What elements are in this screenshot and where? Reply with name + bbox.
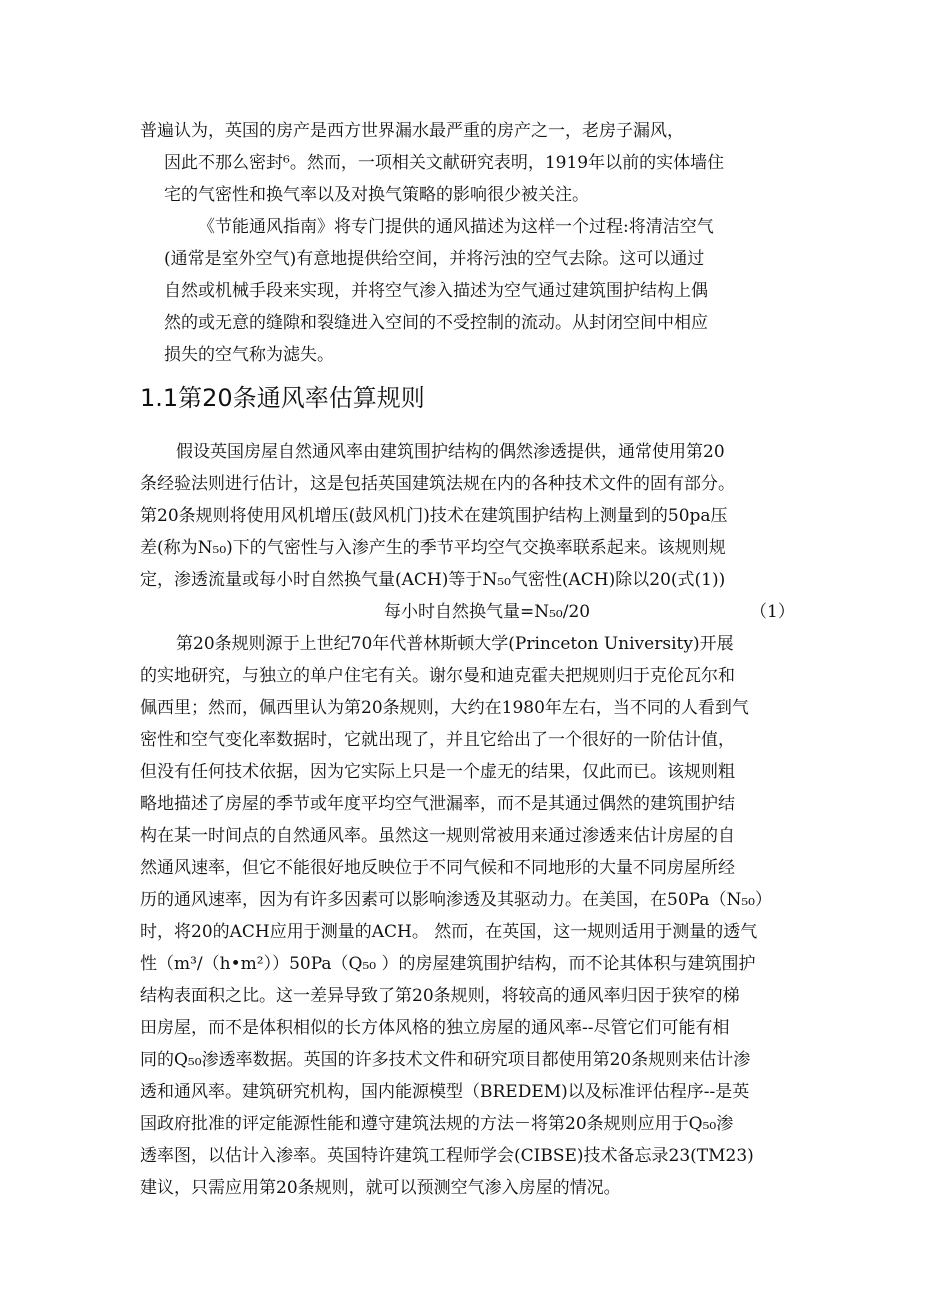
text-line: 构在某一时间点的自然通风率。虽然这一规则常被用来通过渗透来估计房屋的自	[140, 826, 735, 846]
formula-line	[140, 596, 800, 628]
text-line: 自然或机械手段来实现，并将空气渗入描述为空气通过建筑围护结构上偶	[164, 281, 708, 301]
text-line: 定，渗透流量或每小时自然换气量(ACH)等于N₅₀气密性(ACH)除以20(式(1))	[140, 570, 726, 590]
text-line: 结构表面积之比。这一差异导致了第20条规则，将较高的通风率归因于狭窄的梯	[140, 986, 740, 1006]
text-line: 国政府批准的评定能源性能和遵守建筑法规的方法－将第20条规则应用于Q₅₀渗	[140, 1114, 734, 1134]
text-line: 损失的空气称为滤失。	[164, 345, 334, 365]
paragraph-2	[140, 211, 800, 371]
text-line: 时，将20的ACH应用于测量的ACH。 然而，在英国，这一规则适用于测量的透气	[140, 922, 758, 942]
section-heading: 1.1第20条通风率估算规则	[140, 384, 425, 412]
text-line: 宅的气密性和换气率以及对换气策略的影响很少被关注。	[164, 185, 589, 205]
text-line: 第20条规则将使用风机增压(鼓风机门)技术在建筑围护结构上测量到的50pa压	[140, 506, 728, 526]
paragraph-3	[140, 436, 800, 596]
text-line: 佩西里；然而，佩西里认为第20条规则，大约在1980年左右，当不同的人看到气	[140, 698, 749, 718]
text-line: 条经验法则进行估计，这是包括英国建筑法规在内的各种技术文件的固有部分。	[140, 474, 735, 494]
equation-number: （1）	[750, 602, 795, 622]
text-line: 普遍认为，英国的房产是西方世界漏水最严重的房产之一，老房子漏风，	[140, 121, 684, 141]
text-line: 但没有任何技术依据，因为它实际上只是一个虚无的结果，仅此而已。该规则粗	[140, 762, 735, 782]
text-line: 同的Q₅₀渗透率数据。英国的许多技术文件和研究项目都使用第20条规则来估计渗	[140, 1050, 751, 1070]
text-line: 透和通风率。建筑研究机构，国内能源模型（BREDEM)以及标准评估程序--是英	[140, 1082, 750, 1102]
text-line: 因此不那么密封⁶。然而，一项相关文献研究表明，1919年以前的实体墙住	[164, 153, 725, 173]
text-line: 的实地研究，与独立的单户住宅有关。谢尔曼和迪克霍夫把规则归于克伦瓦尔和	[140, 666, 735, 686]
text-line: 假设英国房屋自然通风率由建筑围护结构的偶然渗透提供，通常使用第20	[176, 442, 725, 462]
text-line: 《节能通风指南》将专门提供的通风描述为这样一个过程:将清洁空气	[198, 217, 714, 237]
text-line: 性（m³/（h•m²））50Pa（Q₅₀ ）的房屋建筑围护结构，而不论其体积与建筑围护	[140, 954, 756, 974]
text-line: 建议，只需应用第20条规则，就可以预测空气渗入房屋的情况。	[140, 1178, 621, 1198]
text-line: 然的或无意的缝隙和裂缝进入空间的不受控制的流动。从封闭空间中相应	[164, 313, 708, 333]
paragraph-1	[140, 115, 800, 211]
text-line: (通常是室外空气)有意地提供给空间，并将污浊的空气去除。这可以通过	[164, 249, 705, 269]
text-line: 透率图，以估计入渗率。英国特许建筑工程师学会(CIBSE)技术备忘录23(TM23)	[140, 1146, 754, 1166]
text-line: 第20条规则源于上世纪70年代普林斯顿大学(Princeton University)开展	[176, 634, 734, 654]
text-line: 田房屋，而不是体积相似的长方体风格的独立房屋的通风率--尽管它们可能有相	[140, 1018, 730, 1038]
text-line: 差(称为N₅₀)下的气密性与入渗产生的季节平均空气交换率联系起来。该规则规	[140, 538, 726, 558]
text-line: 密性和空气变化率数据时，它就出现了，并且它给出了一个很好的一阶估计值，	[140, 730, 735, 750]
text-line: 历的通风速率，因为有许多因素可以影响渗透及其驱动力。在美国，在50Pa（N₅₀）	[140, 890, 772, 910]
paragraph-4	[140, 628, 800, 1204]
formula-expression: 每小时自然换气量=N₅₀/20	[384, 602, 591, 622]
text-line: 然通风速率，但它不能很好地反映位于不同气候和不同地形的大量不同房屋所经	[140, 858, 735, 878]
text-line: 略地描述了房屋的季节或年度平均空气泄漏率，而不是其通过偶然的建筑围护结	[140, 794, 735, 814]
